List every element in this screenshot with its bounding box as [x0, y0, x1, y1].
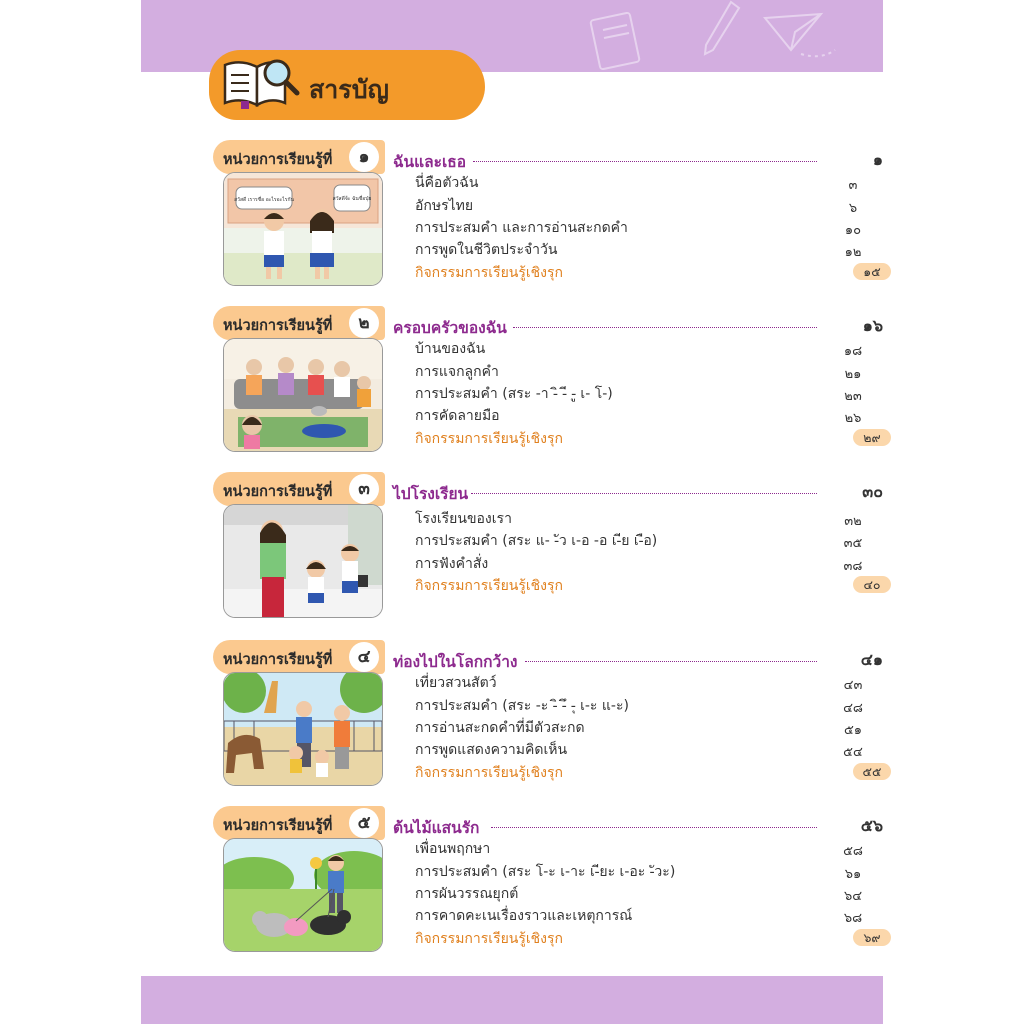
- unit-3: [213, 472, 913, 622]
- unit-label: หน่วยการเรียนรู้ที่: [223, 152, 333, 168]
- lesson-page: ๑๘: [843, 344, 863, 359]
- activity-page-badge: ๒๙: [853, 429, 891, 446]
- lesson-title[interactable]: การคาดคะเนเรื่องราวและเหตุการณ์: [415, 908, 633, 924]
- activity-page-badge: ๖๙: [853, 929, 891, 946]
- unit-page-number: ๑: [872, 150, 883, 169]
- toc-title: สารบัญ: [309, 75, 389, 104]
- lesson-page: ๖๑: [844, 867, 862, 882]
- activity-title[interactable]: กิจกรรมการเรียนรู้เชิงรุก: [415, 578, 563, 594]
- dot-leader: [471, 493, 817, 494]
- lesson-page: ๓: [848, 178, 858, 193]
- lesson-page: ๖๘: [843, 911, 863, 926]
- unit-2: [213, 306, 913, 456]
- lesson-title[interactable]: การอ่านสะกดคำที่มีตัวสะกด: [415, 720, 585, 736]
- lesson-title[interactable]: การประสมคำ (สระ -ะ -ิ -ึ -ุ เ-ะ แ-ะ): [415, 698, 629, 714]
- lesson-page: ๑๐: [844, 223, 862, 238]
- notebook-doodle-icon: [589, 8, 645, 70]
- dot-leader: [473, 161, 817, 162]
- paper-plane-doodle-icon: [761, 10, 841, 66]
- unit-title[interactable]: ไปโรงเรียน: [393, 485, 469, 503]
- unit-page-number: ๓๐: [862, 482, 883, 501]
- lesson-title[interactable]: นี่คือตัวฉัน: [415, 175, 479, 191]
- lesson-title[interactable]: เพื่อนพฤกษา: [415, 841, 491, 857]
- pencil-doodle-icon: [701, 0, 741, 60]
- lesson-page: ๔๓: [843, 678, 863, 693]
- lesson-page: ๓๘: [843, 559, 863, 574]
- dot-leader: [525, 661, 817, 662]
- unit-header: [213, 140, 385, 174]
- unit-5: [213, 806, 913, 956]
- unit-label: หน่วยการเรียนรู้ที่: [223, 484, 333, 500]
- unit-label: หน่วยการเรียนรู้ที่: [223, 318, 333, 334]
- activity-title[interactable]: กิจกรรมการเรียนรู้เชิงรุก: [415, 265, 563, 281]
- book-magnifier-icon: [221, 55, 301, 111]
- unit-illustration: [223, 672, 383, 786]
- lesson-title[interactable]: การแจกลูกคำ: [415, 364, 499, 380]
- lesson-page: ๒๑: [844, 367, 862, 382]
- lesson-page: ๕๔: [843, 745, 863, 760]
- unit-number: ๑: [349, 142, 379, 172]
- unit-number: ๕: [349, 808, 379, 838]
- speech-bubble-left: สวัสดี เรารชื่อ อะไรอะไรกัน: [234, 197, 294, 203]
- speech-bubble-right: สวัสดีจ้ะ ฉันชื่อปุ่ย: [332, 196, 372, 202]
- unit-header: [213, 472, 385, 506]
- activity-title[interactable]: กิจกรรมการเรียนรู้เชิงรุก: [415, 431, 563, 447]
- unit-4: [213, 640, 913, 790]
- unit-illustration: [223, 838, 383, 952]
- unit-1: [213, 140, 913, 290]
- dot-leader: [513, 327, 817, 328]
- unit-header: [213, 806, 385, 840]
- activity-title[interactable]: กิจกรรมการเรียนรู้เชิงรุก: [415, 931, 563, 947]
- unit-title[interactable]: ฉันและเธอ: [393, 153, 467, 171]
- lesson-page: ๕๘: [843, 844, 863, 859]
- lesson-title[interactable]: อักษรไทย: [415, 198, 474, 214]
- unit-header: [213, 640, 385, 674]
- lesson-title[interactable]: การพูดในชีวิตประจำวัน: [415, 242, 558, 258]
- lesson-page: ๖๔: [843, 889, 863, 904]
- unit-illustration: [223, 504, 383, 618]
- lesson-title[interactable]: การประสมคำ (สระ โ-ะ เ-าะ เ-ียะ เ-อะ -ัวะ): [415, 864, 676, 880]
- unit-header: [213, 306, 385, 340]
- bottom-band: [141, 976, 883, 1024]
- lesson-page: ๔๘: [843, 701, 863, 716]
- activity-page-badge: ๕๕: [853, 763, 891, 780]
- unit-label: หน่วยการเรียนรู้ที่: [223, 818, 333, 834]
- lesson-title[interactable]: การฟังคำสั่ง: [415, 556, 489, 572]
- dot-leader: [491, 827, 817, 828]
- lesson-page: ๓๒: [844, 514, 862, 529]
- lesson-page: ๑๒: [844, 245, 862, 260]
- unit-title[interactable]: ต้นไม้แสนรัก: [393, 819, 480, 837]
- lesson-title[interactable]: การประสมคำ (สระ แ- -ัว เ-อ -อ เ-ีย เ-ือ): [415, 533, 658, 549]
- lesson-page: ๓๕: [843, 536, 863, 551]
- unit-illustration: [223, 338, 383, 452]
- lesson-page: ๒๖: [844, 411, 862, 426]
- unit-illustration: [223, 172, 383, 286]
- activity-page-badge: ๑๕: [853, 263, 891, 280]
- toc-page: [141, 0, 883, 1024]
- unit-title[interactable]: ท่องไปในโลกกว้าง: [393, 653, 518, 671]
- unit-title[interactable]: ครอบครัวของฉัน: [393, 319, 507, 337]
- activity-title[interactable]: กิจกรรมการเรียนรู้เชิงรุก: [415, 765, 563, 781]
- lesson-title[interactable]: บ้านของฉัน: [415, 341, 486, 357]
- unit-number: ๒: [349, 308, 379, 338]
- lesson-page: ๕๑: [843, 723, 863, 738]
- lesson-title[interactable]: เที่ยวสวนสัตว์: [415, 675, 497, 691]
- unit-page-number: ๕๖: [860, 816, 883, 835]
- lesson-title[interactable]: การประสมคำ (สระ -า -ิ -ี -ู เ- โ-): [415, 386, 613, 402]
- unit-label: หน่วยการเรียนรู้ที่: [223, 652, 333, 668]
- lesson-title[interactable]: การคัดลายมือ: [415, 408, 500, 424]
- lesson-title[interactable]: การประสมคำ และการอ่านสะกดคำ: [415, 220, 628, 236]
- lesson-title[interactable]: การผันวรรณยุกต์: [415, 886, 519, 902]
- unit-page-number: ๔๑: [860, 650, 883, 669]
- unit-page-number: ๑๖: [862, 316, 883, 335]
- lesson-page: ๖: [848, 201, 858, 216]
- unit-number: ๔: [349, 642, 379, 672]
- lesson-page: ๒๓: [844, 389, 862, 404]
- lesson-title[interactable]: การพูดแสดงความคิดเห็น: [415, 742, 568, 758]
- unit-number: ๓: [349, 474, 379, 504]
- activity-page-badge: ๔๐: [853, 576, 891, 593]
- lesson-title[interactable]: โรงเรียนของเรา: [415, 511, 512, 527]
